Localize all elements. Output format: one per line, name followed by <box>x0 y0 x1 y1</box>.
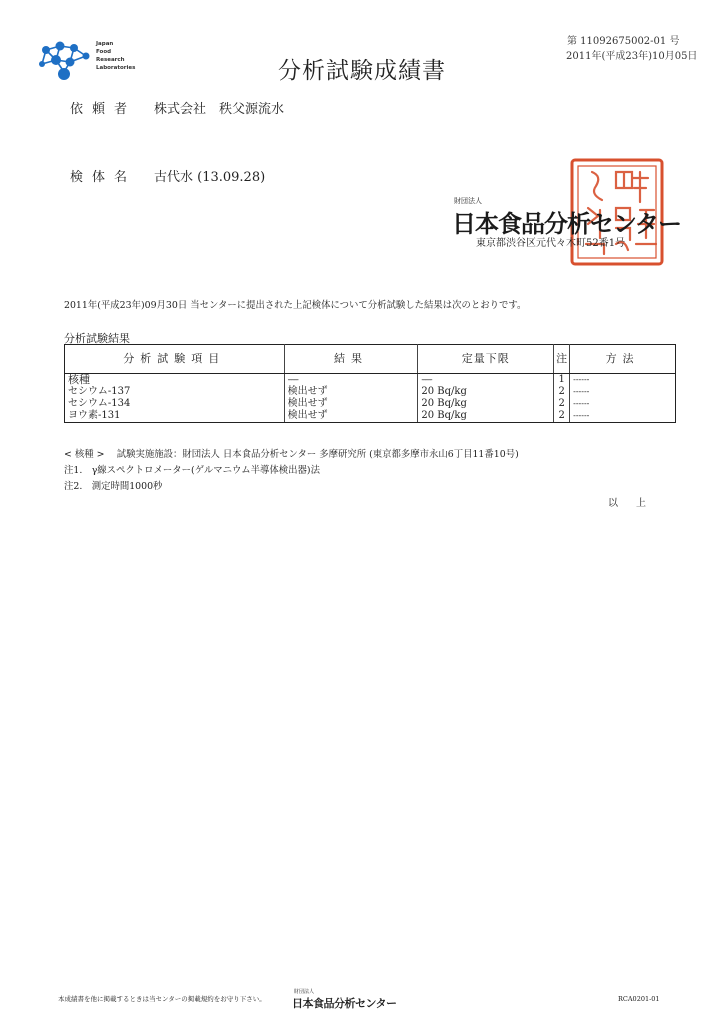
results-table <box>64 344 676 423</box>
nuclide-note: 2 <box>554 398 570 410</box>
nuclide-method: ------ <box>570 398 676 410</box>
statement-text: 2011年(平成23年)09月30日 当センターに提出された上記検体について分析試験した結果は次のとおりです。 <box>64 300 527 311</box>
header-limit: 定量下限 <box>418 345 554 374</box>
issue-date: 2011年(平成23年)10月05日 <box>566 51 698 62</box>
nuclide-result: 検出せず <box>284 398 418 410</box>
issuer-org-type: 財団法人 <box>454 197 482 205</box>
footer-org-type: 財団法人 <box>294 989 315 995</box>
closing-mark: 以上 <box>608 498 664 509</box>
header-note: 注 <box>554 345 570 374</box>
document-title: 分析試験成績書 <box>278 58 446 84</box>
nuclide-method: ------ <box>570 410 676 423</box>
client-value: 株式会社 秩父源流水 <box>154 102 285 117</box>
nuclide-name: セシウム-134 <box>65 398 285 410</box>
nuclide-result: 検出せず <box>284 410 418 423</box>
table-row <box>65 386 676 398</box>
header-item: 分析試験項目 <box>65 345 285 374</box>
nuclide-note: 2 <box>554 410 570 423</box>
specimen-value: 古代水 (13.09.28) <box>154 170 266 185</box>
specimen-label: 検体名 <box>70 170 137 185</box>
footnote-2: 注2. 測定時間1000秒 <box>64 481 163 492</box>
table-row <box>65 374 676 387</box>
table-row <box>65 398 676 410</box>
facility-note: < 核種 > 試験実施施設：財団法人 日本食品分析センター 多摩研究所 (東京都多摩市永山6丁目11番10号) <box>64 449 519 460</box>
group-limit: ------ <box>418 374 554 387</box>
nuclide-result: 検出せず <box>284 386 418 398</box>
nuclide-limit: 20 Bq/kg <box>418 398 554 410</box>
nuclide-note: 2 <box>554 386 570 398</box>
nuclide-name: セシウム-137 <box>65 386 285 398</box>
nuclide-limit: 20 Bq/kg <box>418 410 554 423</box>
group-method: ------ <box>570 374 676 387</box>
issuer-name: 日本食品分析センター <box>452 210 682 238</box>
group-name: 核種 <box>65 374 285 387</box>
footnote-1: 注1. γ線スペクトロメーター(ゲルマニウム半導体検出器)法 <box>64 465 320 476</box>
footer-org-name: 日本食品分析センター <box>292 997 397 1010</box>
footer-notice: 本成績書を他に掲載するときは当センターの掲載規約をお守り下さい。 <box>58 995 266 1003</box>
issuer-address: 東京都渋谷区元代々木町52番1号 <box>476 238 626 249</box>
table-row <box>65 410 676 423</box>
group-result: ------ <box>284 374 418 387</box>
table-header-row <box>65 345 676 374</box>
nuclide-limit: 20 Bq/kg <box>418 386 554 398</box>
nuclide-name: ヨウ素-131 <box>65 410 285 423</box>
header-result: 結果 <box>284 345 418 374</box>
group-note: 1 <box>554 374 570 387</box>
document-number: 第 11092675002-01 号 <box>567 36 680 47</box>
nuclide-method: ------ <box>570 386 676 398</box>
client-label: 依頼者 <box>70 102 137 117</box>
logo-text: Japan Food Research Laboratories <box>96 41 136 71</box>
form-code: RCA0201-01 <box>618 995 660 1003</box>
results-section-title: 分析試験結果 <box>64 332 130 345</box>
header-method: 方法 <box>570 345 676 374</box>
